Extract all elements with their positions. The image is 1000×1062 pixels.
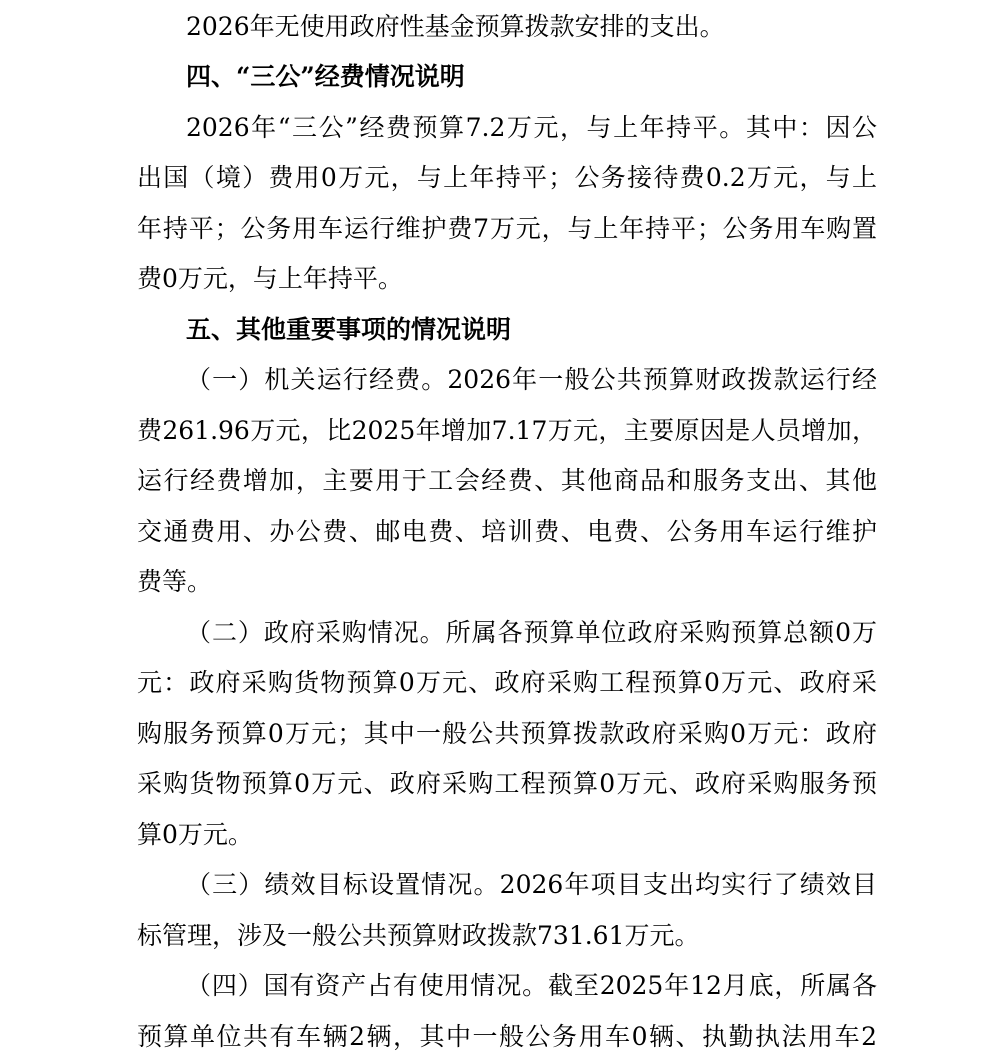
paragraph-line: 2026年无使用政府性基金预算拨款安排的支出。 <box>186 12 725 41</box>
paragraph-line: 运行经费增加，主要用于工会经费、其他商品和服务支出、其他 <box>137 466 877 495</box>
paragraph-line: （二）政府采购情况。所属各预算单位政府采购预算总额0万 <box>186 618 877 647</box>
paragraph-line: 出国（境）费用0万元，与上年持平；公务接待费0.2万元，与上 <box>137 163 877 192</box>
paragraph-line: 元：政府采购货物预算0万元、政府采购工程预算0万元、政府采 <box>137 668 877 697</box>
paragraph-line: （三）绩效目标设置情况。2026年项目支出均实行了绩效目 <box>186 870 877 899</box>
paragraph-line: （一）机关运行经费。2026年一般公共预算财政拨款运行经 <box>186 365 877 394</box>
paragraph-line: 交通费用、办公费、邮电费、培训费、电费、公务用车运行维护 <box>137 517 877 546</box>
paragraph-line: 预算单位共有车辆2辆，其中一般公务用车0辆、执勤执法用车2 <box>137 1022 877 1051</box>
paragraph-line: （四）国有资产占有使用情况。截至2025年12月底，所属各 <box>186 971 877 1000</box>
paragraph-line: 年持平；公务用车运行维护费7万元，与上年持平；公务用车购置 <box>137 214 877 243</box>
paragraph-line: 费等。 <box>137 567 213 596</box>
section-heading-san-gong: 四、“三公”经费情况说明 <box>186 62 465 91</box>
paragraph-line: 购服务预算0万元；其中一般公共预算拨款政府采购0万元：政府 <box>137 719 877 748</box>
paragraph-line: 费261.96万元，比2025年增加7.17万元，主要原因是人员增加， <box>137 416 877 445</box>
paragraph-line: 标管理，涉及一般公共预算财政拨款731.61万元。 <box>137 921 700 950</box>
paragraph-line: 2026年“三公”经费预算7.2万元，与上年持平。其中：因公 <box>186 113 877 142</box>
paragraph-line: 算0万元。 <box>137 820 253 849</box>
section-heading-other-matters: 五、其他重要事项的情况说明 <box>186 315 512 344</box>
paragraph-line: 费0万元，与上年持平。 <box>137 264 403 293</box>
paragraph-line: 采购货物预算0万元、政府采购工程预算0万元、政府采购服务预 <box>137 769 877 798</box>
